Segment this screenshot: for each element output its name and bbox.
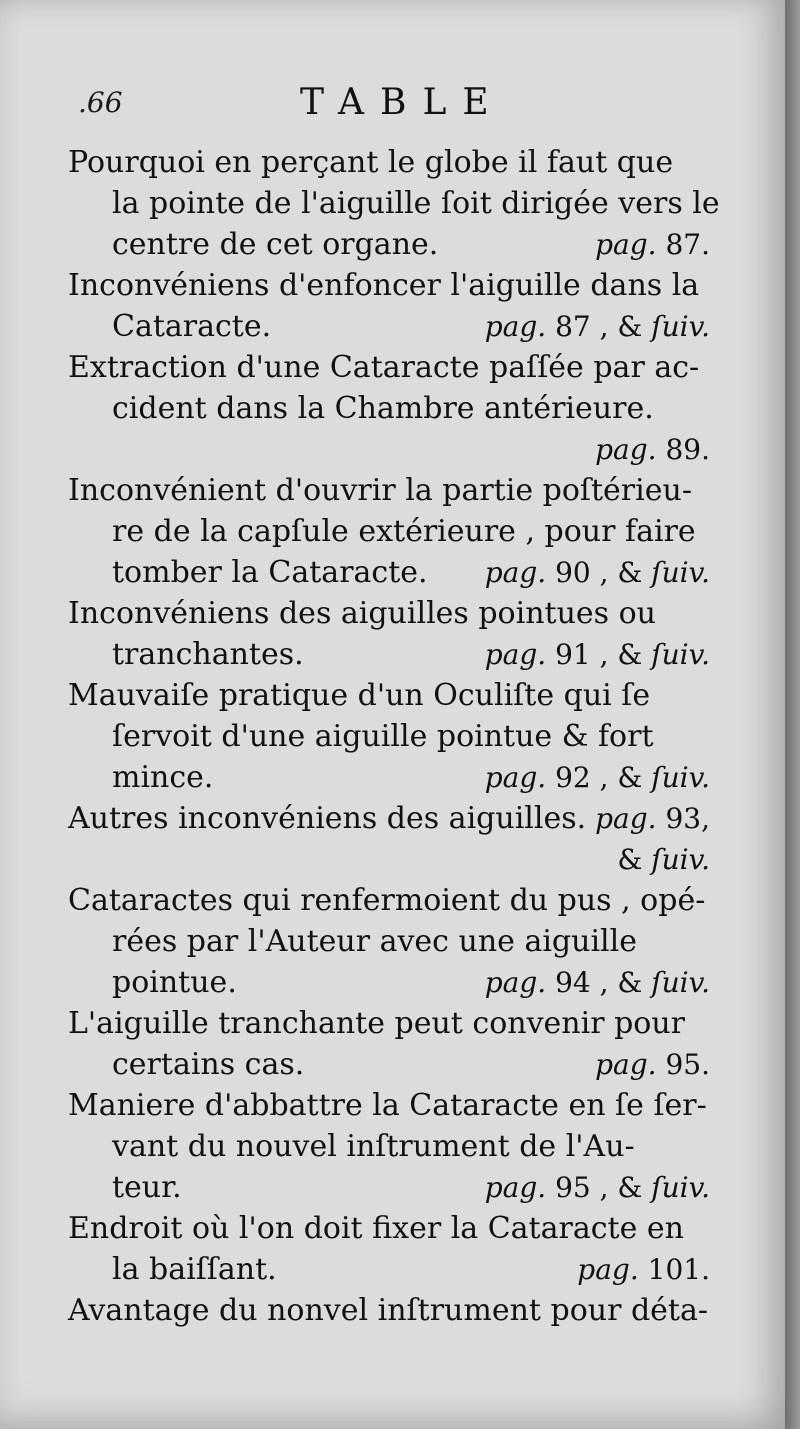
- page-reference: pag. 93,: [595, 802, 710, 835]
- entry-text: mince.: [112, 760, 214, 795]
- entry-continuation-line: [0, 716, 785, 757]
- entry-text: la baiſſant.: [112, 1252, 277, 1287]
- entry-text: Cataractes qui renfermoient du pus , opé-: [68, 883, 706, 918]
- entry-text: tomber la Cataracte.: [112, 555, 428, 590]
- entry-text: Cataracte.: [112, 309, 272, 344]
- entry-first-line: [0, 1003, 785, 1044]
- entry-continuation-line: [0, 1126, 785, 1167]
- entry-first-line: [0, 1208, 785, 1249]
- page-reference: pag. 90 , & ſuiv.: [484, 556, 710, 589]
- entry-text: certains cas.: [112, 1047, 305, 1082]
- entry-continuation-line: [0, 552, 785, 593]
- entry-text: cident dans la Chambre antérieure.: [112, 391, 654, 426]
- entry-text: teur.: [112, 1170, 182, 1205]
- entry-continuation-line: [0, 757, 785, 798]
- entry-text: Autres inconvéniens des aiguilles.: [68, 801, 587, 836]
- page-reference: pag. 87 , & ſuiv.: [484, 310, 710, 343]
- page-reference: & ſuiv.: [617, 843, 710, 876]
- entry-text: L'aiguille tranchante peut convenir pour: [68, 1006, 686, 1041]
- entry-text: Maniere d'abbattre la Cataracte en ſe ſer-: [68, 1088, 707, 1123]
- entry-continuation-line: [0, 183, 785, 224]
- entry-first-line: [0, 142, 785, 183]
- entry-continuation-line: [0, 1249, 785, 1290]
- page-number: .66: [78, 86, 123, 119]
- page-reference: pag. 94 , & ſuiv.: [484, 966, 710, 999]
- entry-first-line: [0, 880, 785, 921]
- entry-continuation-line: [0, 634, 785, 675]
- entry-continuation-line: [0, 1044, 785, 1085]
- entry-text: tranchantes.: [112, 637, 304, 672]
- entry-text: Pourquoi en perçant le globe il faut que: [68, 145, 674, 180]
- entry-text: re de la capſule extérieure , pour faire: [112, 514, 696, 549]
- entry-text: Inconvéniens d'enfoncer l'aiguille dans la: [68, 268, 700, 303]
- entry-first-line: [0, 265, 785, 306]
- entry-text: rées par l'Auteur avec une aiguille: [112, 924, 637, 959]
- entry-continuation-line: [0, 839, 785, 880]
- entry-text: pointue.: [112, 965, 237, 1000]
- page-reference: pag. 95.: [595, 1048, 710, 1081]
- entry-continuation-line: [0, 224, 785, 265]
- entry-text: Mauvaiſe pratique d'un Oculiſte qui ſe: [68, 678, 651, 713]
- page-reference: pag. 95 , & ſuiv.: [484, 1171, 710, 1204]
- table-entries: [0, 142, 785, 1331]
- entry-text: Endroit où l'on doit fixer la Cataracte en: [68, 1211, 684, 1246]
- entry-text: Inconvéniens des aiguilles pointues ou: [68, 596, 656, 631]
- entry-first-line: [0, 470, 785, 511]
- entry-continuation-line: [0, 921, 785, 962]
- entry-text: centre de cet organe.: [112, 227, 439, 262]
- entry-first-line: [0, 675, 785, 716]
- page-reference: pag. 91 , & ſuiv.: [484, 638, 710, 671]
- entry-first-line: [0, 1085, 785, 1126]
- page-reference: pag. 89.: [595, 433, 710, 466]
- entry-first-line: [0, 593, 785, 634]
- entry-first-line: [0, 798, 785, 839]
- page-reference: pag. 87.: [595, 228, 710, 261]
- entry-continuation-line: [0, 429, 785, 470]
- entry-text: ſervoit d'une aiguille pointue & fort: [112, 719, 654, 754]
- page-reference: pag. 92 , & ſuiv.: [484, 761, 710, 794]
- entry-text: la pointe de l'aiguille ſoit dirigée vers le: [112, 186, 720, 221]
- entry-continuation-line: [0, 962, 785, 1003]
- entry-first-line: [0, 1290, 785, 1331]
- page-edge: [785, 0, 800, 1429]
- page-reference: pag. 101.: [577, 1253, 710, 1286]
- entry-first-line: [0, 347, 785, 388]
- page-title: TABLE: [300, 82, 505, 123]
- entry-text: Avantage du nonvel inſtrument pour déta-: [68, 1293, 708, 1328]
- entry-text: Extraction d'une Cataracte paſſée par ac-: [68, 350, 700, 385]
- entry-continuation-line: [0, 1167, 785, 1208]
- entry-text: vant du nouvel inſtrument de l'Au-: [112, 1129, 635, 1164]
- entry-continuation-line: [0, 306, 785, 347]
- entry-continuation-line: [0, 388, 785, 429]
- entry-continuation-line: [0, 511, 785, 552]
- page-header: [0, 82, 785, 132]
- entry-text: Inconvénient d'ouvrir la partie poſtérieu-: [68, 473, 692, 508]
